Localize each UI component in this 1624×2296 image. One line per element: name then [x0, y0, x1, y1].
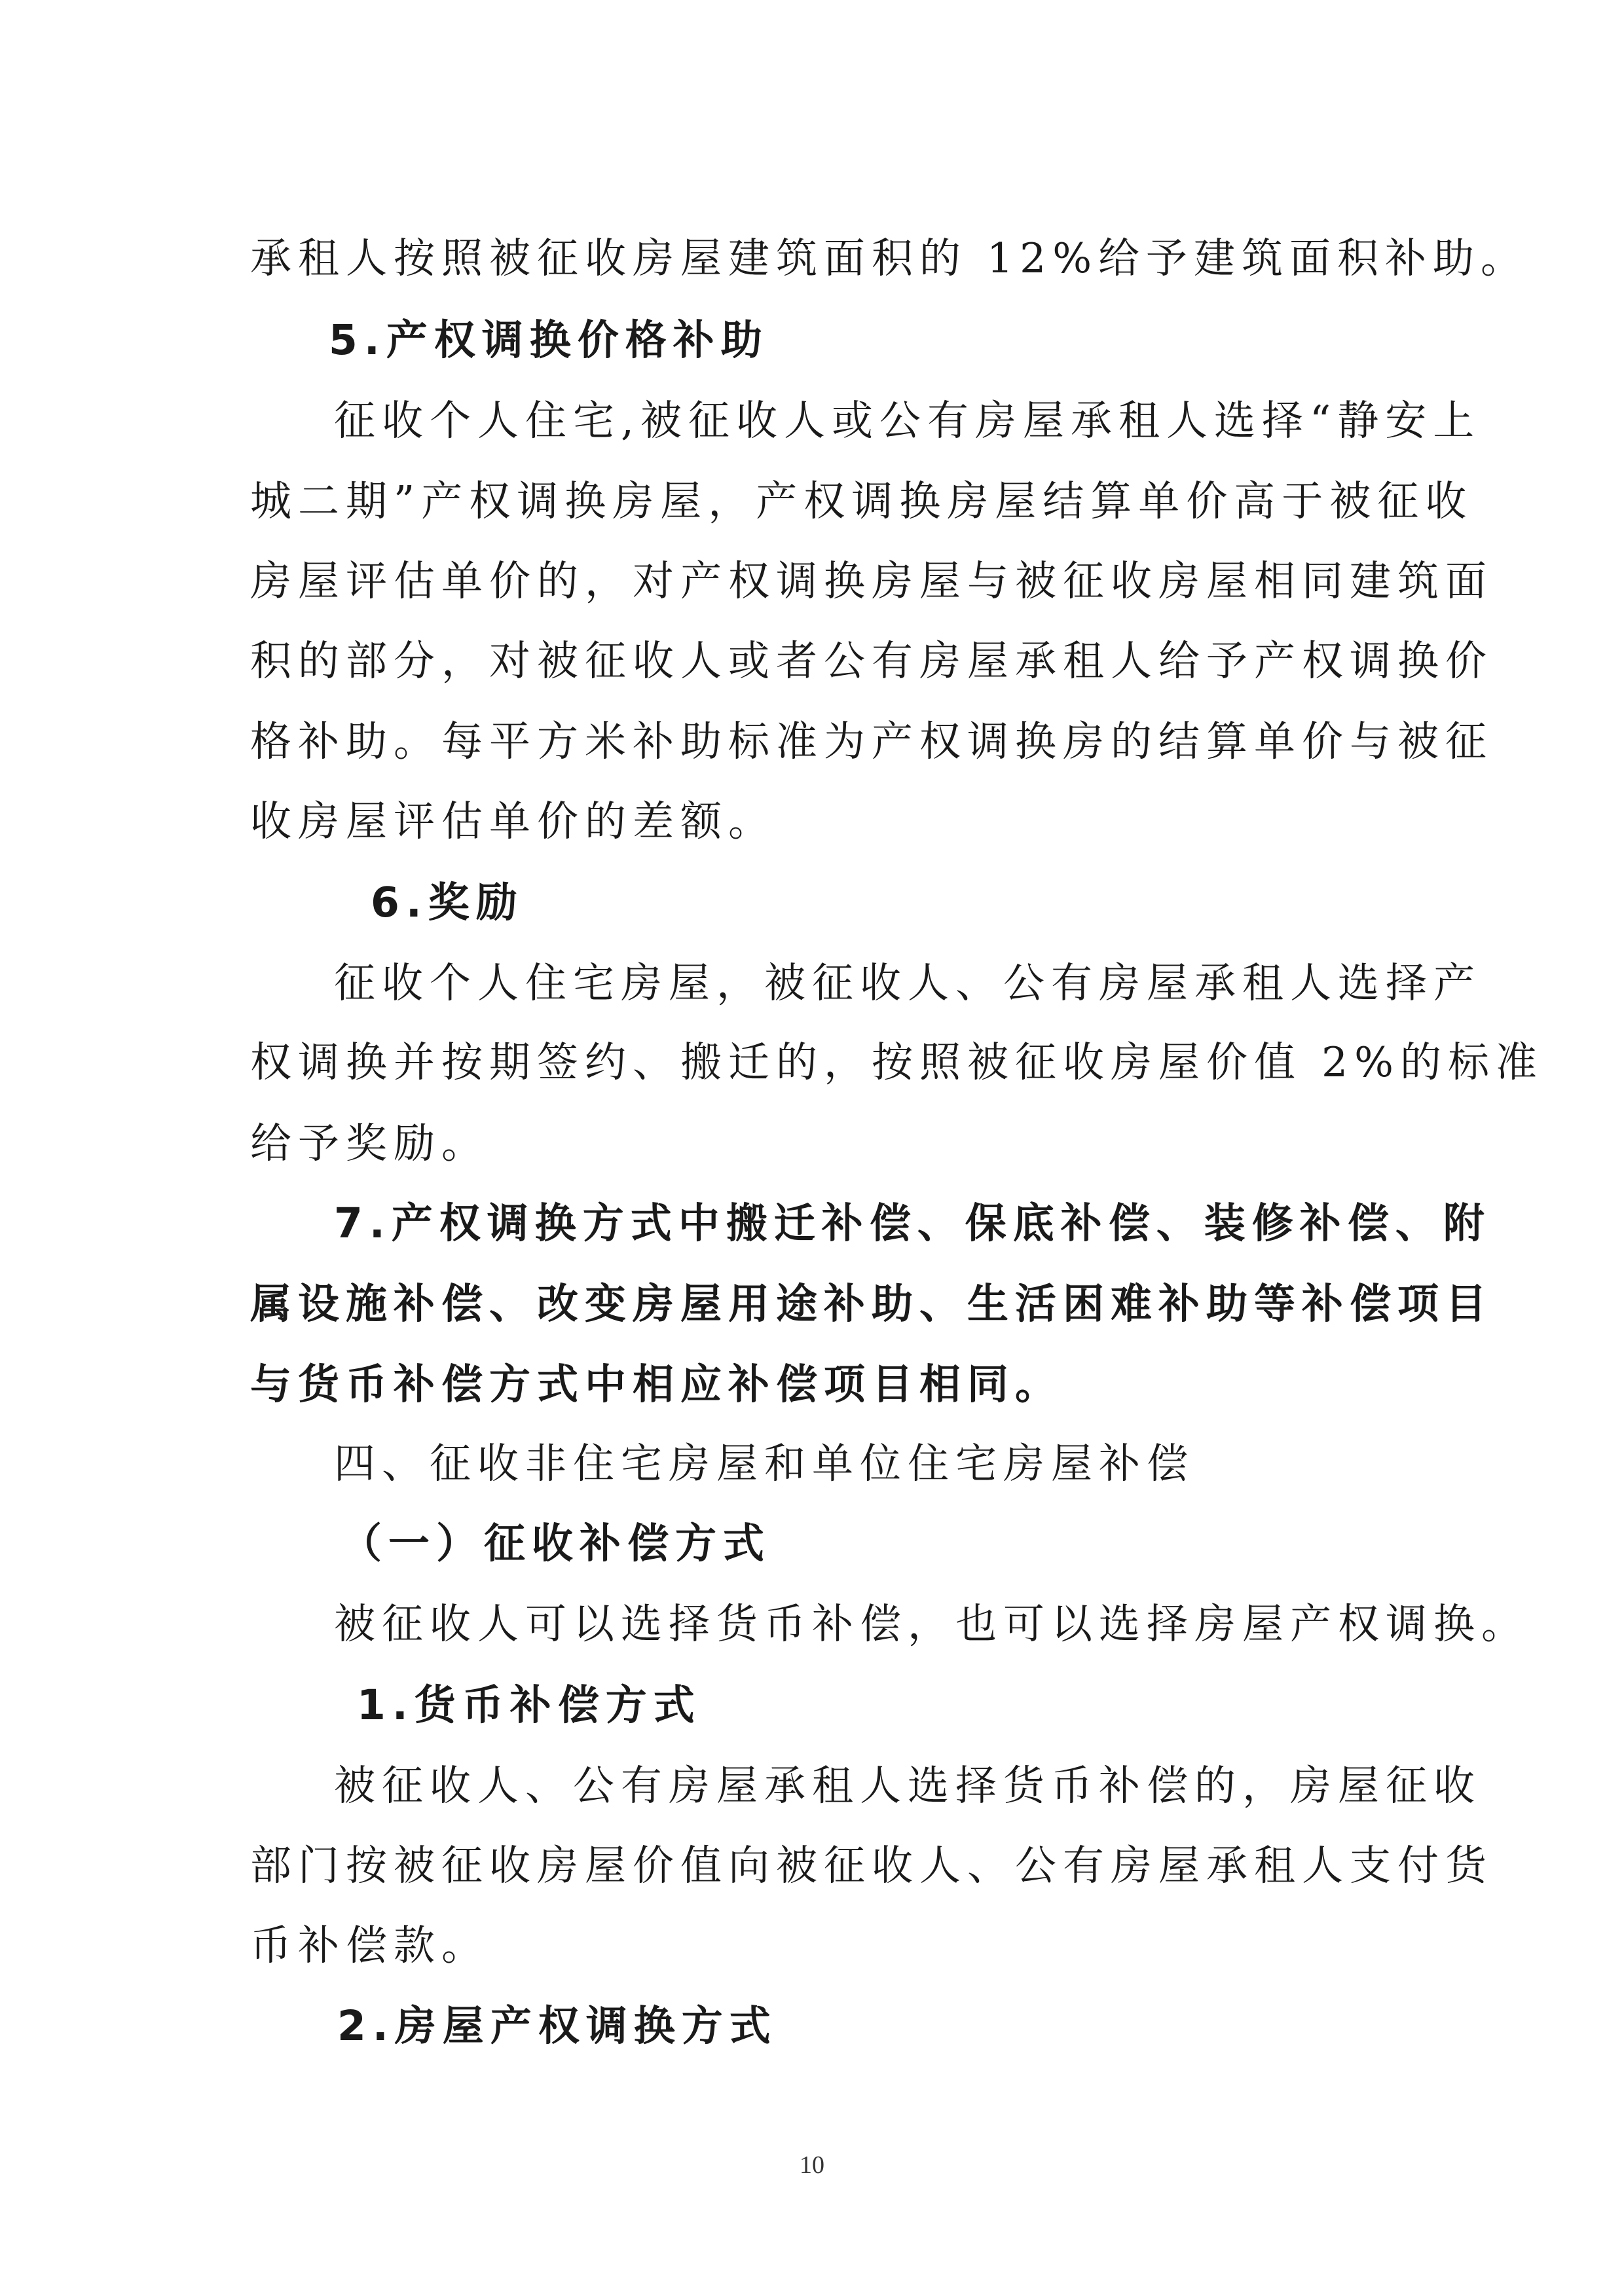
body-text-line: 收房屋评估单价的差额。 — [250, 797, 776, 845]
body-text-line: 部门按被征收房屋价值向被征收人、公有房屋承租人支付货 — [250, 1842, 1493, 1889]
subsection-heading: （一）征收补偿方式 — [341, 1520, 771, 1567]
body-text-line: 格补助。每平方米补助标准为产权调换房的结算单价与被征 — [250, 718, 1493, 765]
bold-text-line: 属设施补偿、改变房屋用途补助、生活困难补助等补偿项目 — [250, 1280, 1493, 1328]
section-heading: 1.货币补偿方式 — [357, 1681, 701, 1729]
chapter-heading: 四、征收非住宅房屋和单位住宅房屋补偿 — [334, 1440, 1194, 1487]
section-heading: 5.产权调换价格补助 — [329, 316, 769, 364]
body-text-line: 积的部分，对被征收人或者公有房屋承租人给予产权调换价 — [250, 637, 1493, 685]
body-text-line: 承租人按照被征收房屋建筑面积的 12%给予建筑面积补助。 — [250, 234, 1529, 282]
body-text-line: 权调换并按期签约、搬迁的，按照被征收房屋价值 2%的标准 — [250, 1038, 1543, 1086]
section-heading: 2.房屋产权调换方式 — [337, 2002, 777, 2050]
body-text-line: 币补偿款。 — [250, 1922, 489, 1969]
body-text-line: 给予奖励。 — [250, 1120, 489, 1167]
body-text-line: 征收个人住宅房屋，被征收人、公有房屋承租人选择产 — [334, 959, 1481, 1007]
section-heading: 6.奖励 — [371, 879, 524, 926]
body-text-line: 征收个人住宅,被征收人或公有房屋承租人选择“静安上 — [334, 397, 1481, 445]
page-number: 10 — [800, 2151, 824, 2179]
body-text-line: 房屋评估单价的，对产权调换房屋与被征收房屋相同建筑面 — [250, 557, 1493, 605]
body-text-line: 城二期”产权调换房屋，产权调换房屋结算单价高于被征收 — [250, 477, 1473, 525]
bold-text-line: 与货币补偿方式中相应补偿项目相同。 — [250, 1360, 1063, 1408]
body-text-line: 被征收人可以选择货币补偿，也可以选择房屋产权调换。 — [334, 1600, 1529, 1648]
body-text-line: 被征收人、公有房屋承租人选择货币补偿的，房屋征收 — [334, 1762, 1481, 1810]
bold-text-line: 7.产权调换方式中搬迁补偿、保底补偿、装修补偿、附 — [334, 1199, 1491, 1247]
